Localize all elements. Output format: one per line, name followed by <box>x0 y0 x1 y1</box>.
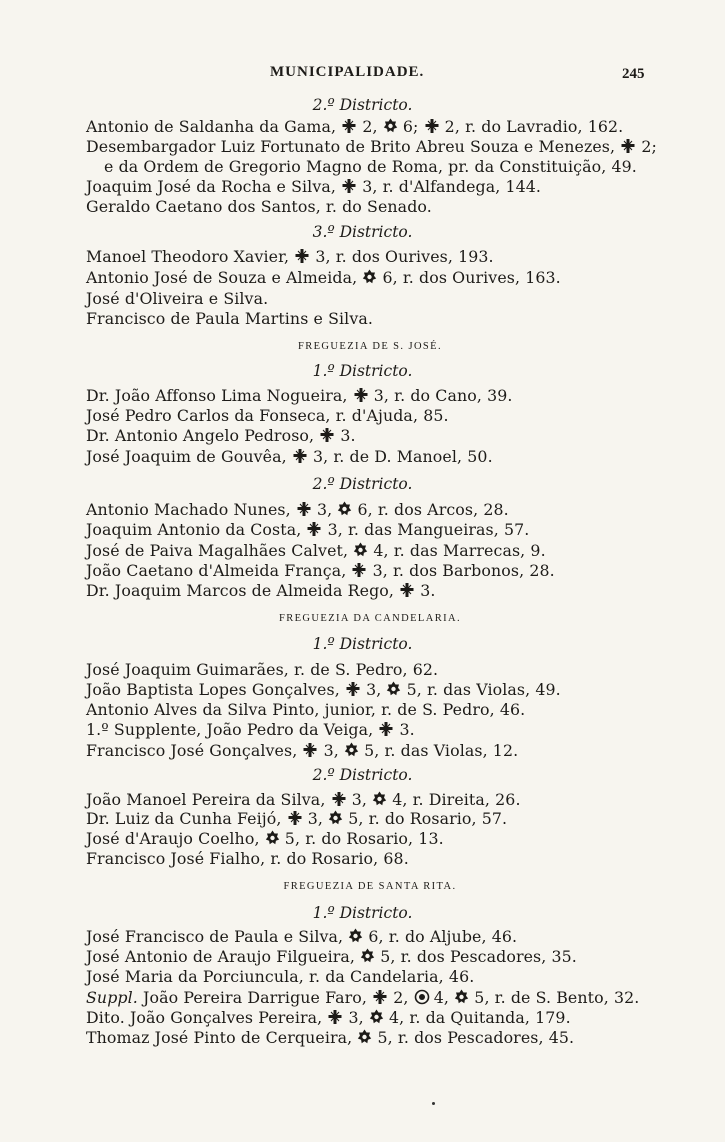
entry-text: 5, r. das Violas, 12. <box>358 741 519 760</box>
district-label: 2.º Districto. <box>312 475 413 493</box>
entry-text: 6; <box>397 117 424 136</box>
entry-text: Francisco José Fialho, r. do Rosario, 68. <box>86 849 409 868</box>
ink-dot <box>432 1102 435 1105</box>
entry-text: e da Ordem de Gregorio Magno de Roma, pr. da Constituição, 49. <box>104 157 637 176</box>
entry-text: José d'Oliveira e Silva. <box>86 289 269 308</box>
register-entry <box>86 268 561 288</box>
entry-text: Desembargador Luiz Fortunato de Brito Abreu Souza e Menezes, <box>86 137 621 156</box>
district-label: 2.º Districto. <box>312 96 413 114</box>
entry-text: José Pedro Carlos da Fonseca, r. d'Ajuda, 85. <box>86 406 449 425</box>
order-medal-icon <box>353 542 368 558</box>
order-cross-icon <box>341 178 357 194</box>
entry-text: 4, <box>428 988 455 1007</box>
register-entry <box>86 700 525 720</box>
entry-text: Dr. Joaquim Marcos de Almeida Rego, <box>86 581 400 600</box>
order-cross-icon <box>341 118 357 134</box>
entry-text: José Antonio de Araujo Filgueira, <box>86 947 361 966</box>
register-entry <box>86 289 268 309</box>
register-entry <box>86 426 356 446</box>
entry-text: 3, r. das Mangueiras, 57. <box>322 520 530 539</box>
order-medal-icon <box>344 742 359 758</box>
order-cross-icon <box>287 810 303 826</box>
order-cross-icon <box>378 721 394 737</box>
entry-text: 2, r. do Lavradio, 162. <box>439 117 624 136</box>
district-heading <box>0 361 725 381</box>
district-label: 1.º Districto. <box>312 362 413 380</box>
entry-text: 5, r. dos Pescadores, 35. <box>375 947 577 966</box>
register-entry <box>86 500 509 520</box>
entry-text: Dr. Antonio Angelo Pedroso, <box>86 426 320 445</box>
order-cross-icon <box>327 1009 343 1025</box>
order-medal-icon <box>360 948 375 964</box>
district-heading <box>0 634 725 654</box>
register-entry <box>86 849 409 869</box>
entry-text: José Joaquim Guimarães, r. de S. Pedro, 62. <box>86 660 439 679</box>
entry-italic-prefix: Suppl. <box>86 988 138 1007</box>
entry-text: 3, <box>311 500 338 519</box>
entry-text: João Baptista Lopes Gonçalves, <box>86 680 345 699</box>
entry-text: 5, r. do Rosario, 13. <box>279 829 444 848</box>
register-entry <box>86 177 541 197</box>
entry-text: Joaquim José da Rocha e Silva, <box>86 177 342 196</box>
entry-text: Dr. João Affonso Lima Nogueira, <box>86 386 353 405</box>
entry-text: 1.º Supplente, João Pedro da Veiga, <box>86 720 379 739</box>
order-medal-icon <box>369 1009 384 1025</box>
district-label: 1.º Districto. <box>312 904 413 922</box>
page-header-title: MUNICIPALIDADE. <box>270 64 425 80</box>
entry-text: 3, <box>302 809 329 828</box>
district-heading <box>0 222 725 242</box>
entry-text: Dr. Luiz da Cunha Feijó, <box>86 809 287 828</box>
order-cross-icon <box>292 448 308 464</box>
order-medal-icon <box>362 269 377 285</box>
register-entry <box>86 790 521 810</box>
entry-text: Joaquim Antonio da Costa, <box>86 520 307 539</box>
entry-text: Dito. João Gonçalves Pereira, <box>86 1008 328 1027</box>
register-entry <box>86 1008 571 1028</box>
register-entry <box>86 447 493 467</box>
entry-text: 2; <box>636 137 657 156</box>
entry-text: José Maria da Porciuncula, r. da Candelaria, 46. <box>86 967 475 986</box>
order-cross-icon <box>620 138 636 154</box>
register-entry <box>86 1028 574 1048</box>
register-entry <box>86 660 438 680</box>
district-label: 1.º Districto. <box>312 635 413 653</box>
order-medal-icon <box>454 989 469 1005</box>
entry-text: João Caetano d'Almeida França, <box>86 561 352 580</box>
order-cross-icon <box>302 742 318 758</box>
parish-heading: FREGUEZIA DE SANTA RITA. <box>283 881 457 892</box>
register-entry <box>86 967 474 987</box>
order-medal-icon <box>386 681 401 697</box>
entry-text: José d'Araujo Coelho, <box>86 829 265 848</box>
entry-text: 2, <box>388 988 414 1007</box>
entry-text: 3, r. d'Alfandega, 144. <box>357 177 542 196</box>
entry-text: 3, r. de D. Manoel, 50. <box>307 447 493 466</box>
district-heading <box>0 95 725 115</box>
register-entry <box>86 947 577 967</box>
entry-text: Francisco José Gonçalves, <box>86 741 303 760</box>
entry-text: 6, r. do Aljube, 46. <box>363 927 518 946</box>
order-cross-icon <box>319 427 335 443</box>
page-number: 245 <box>622 66 645 82</box>
register-entry <box>86 809 507 829</box>
parish-heading: FREGUEZIA DE S. JOSÉ. <box>297 341 443 352</box>
entry-text: 3. <box>394 720 415 739</box>
entry-text: 6, r. dos Ourives, 163. <box>377 268 561 287</box>
register-entry <box>86 741 518 761</box>
order-medal-icon <box>357 1029 372 1045</box>
district-label: 3.º Districto. <box>312 223 413 241</box>
order-cross-icon <box>294 248 310 264</box>
order-star-icon <box>414 989 429 1005</box>
order-medal-icon <box>265 830 280 846</box>
order-cross-icon <box>353 387 369 403</box>
entry-text: 3. <box>335 426 356 445</box>
entry-text: José de Paiva Magalhães Calvet, <box>86 541 354 560</box>
order-cross-icon <box>296 501 312 517</box>
entry-text: 3, r. dos Barbonos, 28. <box>367 561 555 580</box>
entry-text: 3. <box>415 581 436 600</box>
register-entry <box>86 309 373 329</box>
order-cross-icon <box>399 582 415 598</box>
entry-text: 3, <box>360 680 387 699</box>
register-entry <box>86 137 657 157</box>
entry-text: 3, <box>318 741 344 760</box>
order-medal-icon <box>372 791 387 807</box>
register-entry <box>86 561 555 581</box>
entry-text: Antonio José de Souza e Almeida, <box>86 268 363 287</box>
entry-text: 6, r. dos Arcos, 28. <box>352 500 509 519</box>
order-medal-icon <box>337 501 352 517</box>
register-entry <box>86 927 517 947</box>
order-cross-icon <box>351 562 367 578</box>
order-medal-icon <box>348 928 363 944</box>
register-entry <box>86 680 561 700</box>
entry-text: 3, r. do Cano, 39. <box>368 386 513 405</box>
order-medal-icon <box>328 810 343 826</box>
register-entry <box>86 117 623 137</box>
entry-text: 5, r. do Rosario, 57. <box>343 809 508 828</box>
entry-text: 4, r. da Quitanda, 179. <box>383 1008 571 1027</box>
register-entry <box>86 406 449 426</box>
entry-text: João Manoel Pereira da Silva, <box>86 790 331 809</box>
register-entry <box>86 541 546 561</box>
register-entry <box>86 247 494 267</box>
district-heading <box>0 474 725 494</box>
entry-text: Antonio de Saldanha da Gama, <box>86 117 342 136</box>
district-heading <box>0 903 725 923</box>
entry-text: 4, r. das Marrecas, 9. <box>368 541 546 560</box>
district-heading <box>0 765 725 785</box>
parish-heading: FREGUEZIA DA CANDELARIA. <box>278 613 462 624</box>
entry-text: 3, <box>346 790 373 809</box>
order-cross-icon <box>306 521 322 537</box>
order-cross-icon <box>372 989 388 1005</box>
register-entry <box>86 520 529 540</box>
register-entry <box>104 157 637 177</box>
entry-text: 3, <box>343 1008 369 1027</box>
entry-text: 4, r. Direita, 26. <box>387 790 521 809</box>
register-entry <box>86 720 415 740</box>
entry-text: Manoel Theodoro Xavier, <box>86 247 295 266</box>
order-cross-icon <box>424 118 440 134</box>
register-entry <box>86 197 432 217</box>
order-cross-icon <box>331 791 347 807</box>
entry-text: Thomaz José Pinto de Cerqueira, <box>86 1028 358 1047</box>
entry-text: Antonio Machado Nunes, <box>86 500 296 519</box>
district-label: 2.º Districto. <box>312 766 413 784</box>
register-entry <box>86 829 444 849</box>
entry-text: 3, r. dos Ourives, 193. <box>310 247 494 266</box>
entry-text: 5, r. das Violas, 49. <box>401 680 561 699</box>
entry-text: 5, r. de S. Bento, 32. <box>469 988 640 1007</box>
entry-text: José Francisco de Paula e Silva, <box>86 927 349 946</box>
entry-text: Francisco de Paula Martins e Silva. <box>86 309 373 328</box>
order-cross-icon <box>345 681 361 697</box>
register-entry <box>86 581 436 601</box>
entry-text: 5, r. dos Pescadores, 45. <box>372 1028 575 1047</box>
register-entry <box>86 988 639 1008</box>
entry-text: 2, <box>357 117 383 136</box>
entry-text: João Pereira Darrigue Faro, <box>137 988 373 1007</box>
register-entry <box>86 386 513 406</box>
order-medal-icon <box>383 118 398 134</box>
entry-text: Antonio Alves da Silva Pinto, junior, r. de S. Pedro, 46. <box>86 700 526 719</box>
entry-text: José Joaquim de Gouvêa, <box>86 447 292 466</box>
entry-text: Geraldo Caetano dos Santos, r. do Senado. <box>86 197 432 216</box>
